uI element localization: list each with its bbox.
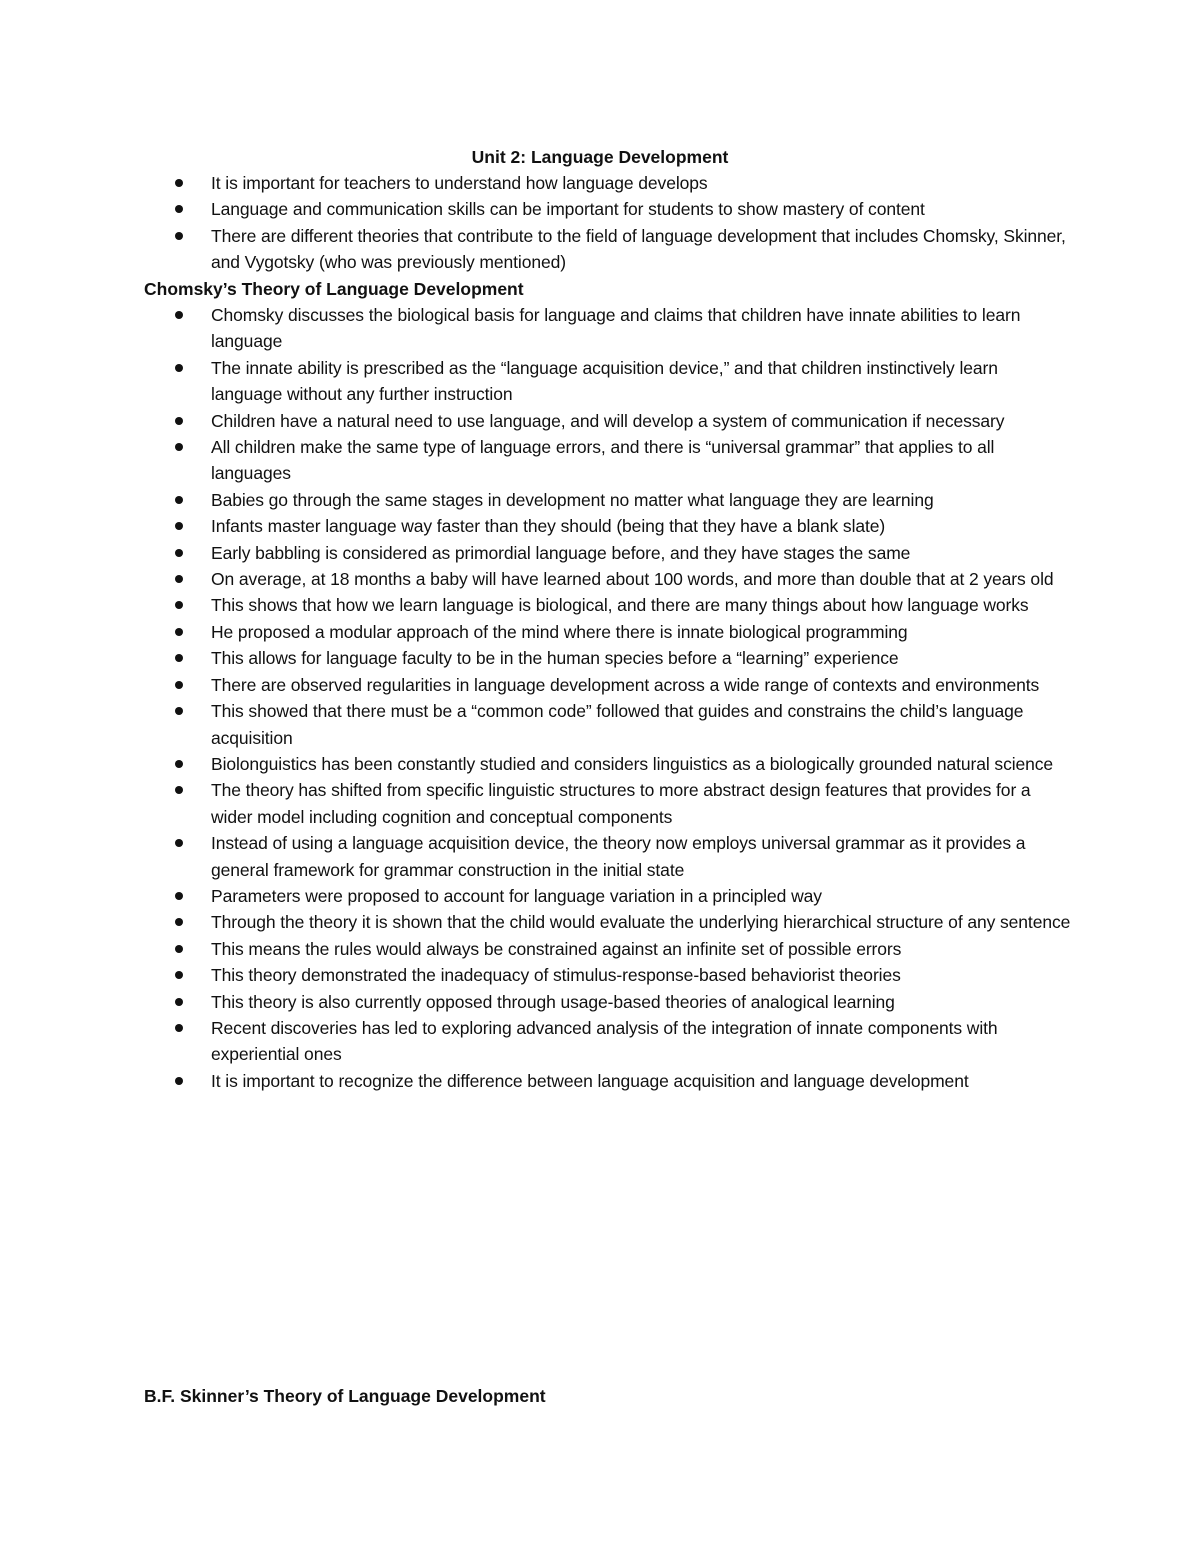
list-item: It is important to recognize the difference between language acquisition and language development [0,1068,1071,1094]
list-item: The theory has shifted from specific linguistic structures to more abstract design features that provides for a wider model including cognition and conceptual components [0,777,1071,830]
list-item: This shows that how we learn language is biological, and there are many things about how language works [0,592,1071,618]
list-item: Babies go through the same stages in development no matter what language they are learning [0,487,1071,513]
list-item: Biolonguistics has been constantly studied and considers linguistics as a biologically grounded natural science [0,751,1071,777]
list-item: The innate ability is prescribed as the “language acquisition device,” and that children instinctively learn language without any further instruction [0,355,1071,408]
list-item: This means the rules would always be constrained against an infinite set of possible errors [0,936,1071,962]
list-item: Recent discoveries has led to exploring advanced analysis of the integration of innate components with experiential ones [0,1015,1071,1068]
list-item: Chomsky discusses the biological basis for language and claims that children have innate abilities to learn language [0,302,1071,355]
list-item: He proposed a modular approach of the mind where there is innate biological programming [0,619,1071,645]
list-item: Infants master language way faster than they should (being that they have a blank slate) [0,513,1071,539]
page-title: Unit 2: Language Development [471,147,729,167]
list-item: Children have a natural need to use language, and will develop a system of communication if necessary [0,408,1071,434]
list-item: This theory is also currently opposed through usage-based theories of analogical learning [0,989,1071,1015]
list-item: It is important for teachers to understand how language develops [0,170,1071,196]
list-item: Early babbling is considered as primordial language before, and they have stages the same [0,540,1071,566]
intro-bullet-list [0,170,1200,276]
list-item: This allows for language faculty to be in the human species before a “learning” experience [0,645,1071,671]
list-item: On average, at 18 months a baby will have learned about 100 words, and more than double that at 2 years old [0,566,1071,592]
list-item: All children make the same type of language errors, and there is “universal grammar” that applies to all languages [0,434,1071,487]
list-item: Through the theory it is shown that the child would evaluate the underlying hierarchical structure of any sentence [0,909,1071,935]
skinner-section-heading: B.F. Skinner’s Theory of Language Development [144,1386,546,1406]
list-item: This showed that there must be a “common code” followed that guides and constrains the child’s language acquisition [0,698,1071,751]
list-item: Instead of using a language acquisition device, the theory now employs universal grammar as it provides a general framework for grammar construction in the initial state [0,830,1071,883]
list-item: This theory demonstrated the inadequacy of stimulus-response-based behaviorist theories [0,962,1071,988]
list-item: Parameters were proposed to account for language variation in a principled way [0,883,1071,909]
chomsky-bullet-list [0,302,1200,1094]
list-item: There are observed regularities in language development across a wide range of contexts and environments [0,672,1071,698]
chomsky-section-heading: Chomsky’s Theory of Language Development [144,279,524,299]
list-item: Language and communication skills can be important for students to show mastery of content [0,196,1071,222]
list-item: There are different theories that contribute to the field of language development that includes Chomsky, Skinner, and Vygotsky (who was previously mentioned) [0,223,1071,276]
